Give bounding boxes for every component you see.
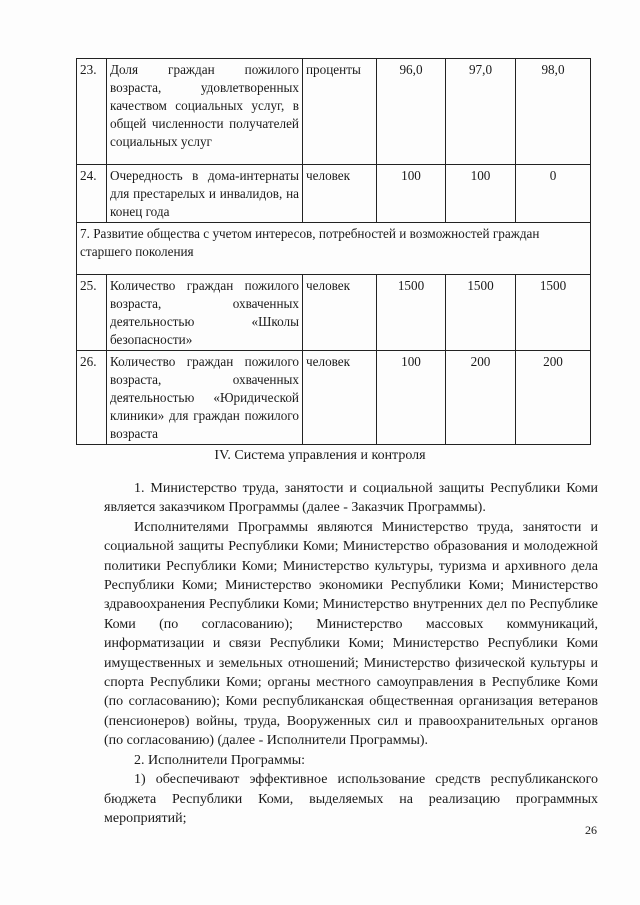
table-row: [77, 275, 591, 351]
value-cell: 1500: [516, 275, 591, 351]
paragraph: 1) обеспечивают эффективное использование средств республиканского бюджета Республики Коми, выделяемых на реализацию программных мероприятий;: [104, 772, 598, 826]
unit-cell: человек: [303, 351, 377, 445]
paragraph: Исполнителями Программы являются Министерство труда, занятости и социальной защиты Республики Коми; Министерство образования и молодежной политики Республики Коми; Министерство культуры, туризма и архивного дела Республики Коми; Министерство экономики Республики Коми; Министерство здравоохранения Республики Коми; Министерство внутренних дел по Республике Коми (по согласованию); Министерство массовых коммуникаций, информатизации и связи Республики Коми; Министерство Республики Коми имущественных и земельных отношений; Министерство физической культуры и спорта Республики Коми; органы местного самоуправления в Республике Коми (по согласованию); Коми республиканская общественная организация ветеранов (пенсионеров) войны, труда, Вооруженных сил и правоохранительных органов (по согласованию) (далее - Исполнители Программы).: [104, 519, 598, 749]
unit-cell: человек: [303, 165, 377, 223]
value-cell: 0: [516, 165, 591, 223]
value-cell: 1500: [377, 275, 446, 351]
value-cell: 100: [377, 351, 446, 445]
indicator-name: Количество граждан пожилого возраста, охваченных деятельностью «Школы безопасности»: [107, 275, 303, 351]
paragraph: 1. Министерство труда, занятости и социальной защиты Республики Коми является заказчиком Программы (далее - Заказчик Программы).: [104, 481, 598, 516]
value-cell: 1500: [446, 275, 516, 351]
unit-cell: проценты: [303, 59, 377, 165]
indicators-table: [76, 58, 591, 445]
row-number: 25.: [77, 275, 107, 351]
indicator-name: Доля граждан пожилого возраста, удовлетворенных качеством социальных услуг, в общей численности получателей социальных услуг: [107, 59, 303, 165]
row-number: 24.: [77, 165, 107, 223]
table-section-row: [77, 223, 591, 275]
value-cell: 200: [516, 351, 591, 445]
body-text: [104, 479, 598, 828]
value-cell: 98,0: [516, 59, 591, 165]
indicator-name: Очередность в дома-интернаты для престарелых и инвалидов, на конец года: [107, 165, 303, 223]
table-row: [77, 351, 591, 445]
value-cell: 96,0: [377, 59, 446, 165]
value-cell: 97,0: [446, 59, 516, 165]
paragraph: 2. Исполнители Программы:: [134, 752, 305, 768]
value-cell: 100: [446, 165, 516, 223]
section-heading: IV. Система управления и контроля: [214, 448, 426, 463]
row-number: 26.: [77, 351, 107, 445]
value-cell: 200: [446, 351, 516, 445]
row-number: 23.: [77, 59, 107, 165]
table-row: [77, 165, 591, 223]
page-number: 26: [585, 823, 597, 837]
value-cell: 100: [377, 165, 446, 223]
unit-cell: человек: [303, 275, 377, 351]
section-title: 7. Развитие общества с учетом интересов, потребностей и возможностей граждан старшего поколения: [77, 223, 591, 275]
table-row: [77, 59, 591, 165]
indicator-name: Количество граждан пожилого возраста, охваченных деятельностью «Юридической клиники» для граждан пожилого возраста: [107, 351, 303, 445]
